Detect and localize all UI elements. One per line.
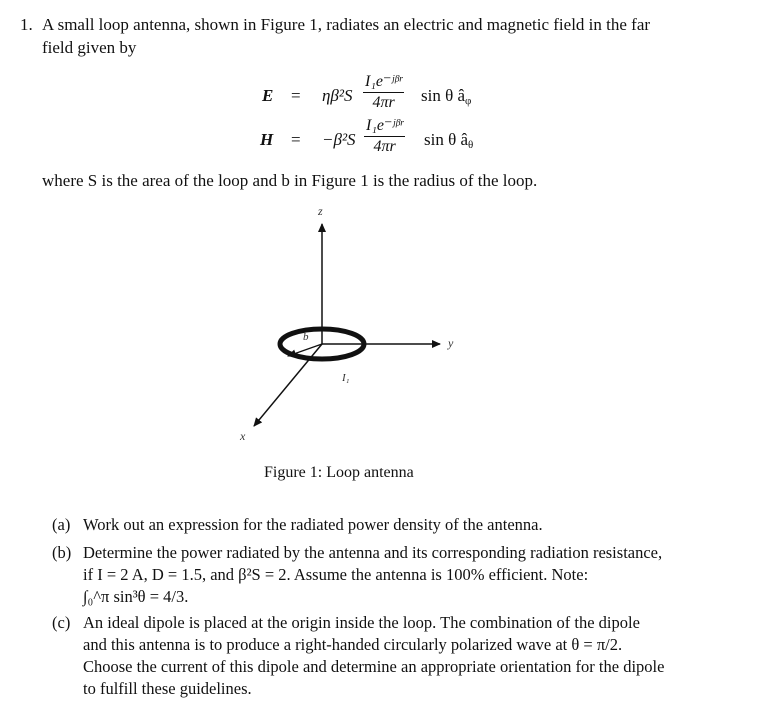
equation-e-tail-text: sin θ â	[421, 86, 466, 105]
part-c-line-4: to fulfill these guidelines.	[83, 679, 252, 698]
equation-e-lhs: E	[262, 86, 274, 105]
y-axis-label: y	[448, 336, 454, 350]
part-c-line-1: An ideal dipole is placed at the origin inside the loop. The combination of the dipole	[83, 613, 640, 632]
part-c-label: (c)	[52, 613, 71, 632]
equation-h-coefficient: −β²S	[322, 130, 356, 149]
part-b-line-3: ∫₀^π sin³θ = 4/3.	[83, 587, 189, 606]
z-axis-label: z	[318, 204, 323, 218]
intro-line-2: field given by	[42, 38, 137, 57]
part-b-line-2: if I = 2 A, D = 1.5, and β²S = 2. Assume the antenna is 100% efficient. Note:	[83, 565, 589, 584]
equation-h-denominator: 4πr	[373, 138, 396, 155]
equation-h-numerator: I₁e⁻ʲᵝʳ	[364, 116, 405, 137]
equation-h-tail-text: sin θ â	[424, 130, 469, 149]
part-a-line-1: Work out an expression for the radiated power density of the antenna.	[83, 515, 543, 534]
equation-e-numerator: I₁e⁻ʲᵝʳ	[363, 72, 404, 93]
equation-e-fraction	[363, 72, 404, 113]
intro-line-1: A small loop antenna, shown in Figure 1, radiates an electric and magnetic field in the far	[42, 15, 651, 34]
problem-number: 1.	[20, 15, 33, 34]
equation-h-tail	[424, 130, 473, 150]
part-c-line-3: Choose the current of this dipole and determine an appropriate orientation for the dipole	[83, 657, 665, 676]
figure-caption: Figure 1: Loop antenna	[264, 464, 414, 481]
where-text: where S is the area of the loop and b in Figure 1 is the radius of the loop.	[42, 171, 538, 190]
x-axis-label: x	[240, 429, 246, 443]
equation-e-coefficient: ηβ²S	[322, 86, 353, 105]
equation-h-fraction	[364, 116, 405, 157]
equation-e-equals: =	[291, 86, 301, 105]
equation-e-tail	[421, 86, 471, 106]
equation-h-equals: =	[291, 130, 301, 149]
part-a-label: (a)	[52, 515, 71, 534]
equation-h-tail-subscript: θ	[468, 139, 474, 151]
part-b-line-1: Determine the power radiated by the antenna and its corresponding radiation resistance,	[83, 543, 663, 562]
part-b-label: (b)	[52, 543, 72, 562]
part-c-line-2: and this antenna is to produce a right-handed circularly polarized wave at θ = π/2.	[83, 635, 623, 654]
radius-label: b	[303, 331, 309, 343]
equation-e-denominator: 4πr	[372, 94, 395, 111]
equation-e-tail-subscript: φ	[465, 95, 472, 107]
equation-h-lhs: H	[260, 130, 274, 149]
loop-antenna-figure	[230, 200, 480, 450]
current-label: I₁	[342, 372, 350, 384]
